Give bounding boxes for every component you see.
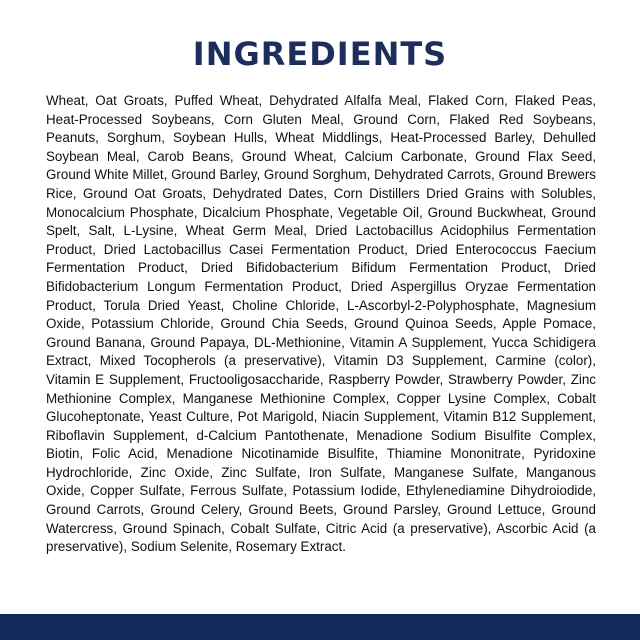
page-title: INGREDIENTS <box>192 35 448 73</box>
ingredients-list: Wheat, Oat Groats, Puffed Wheat, Dehydrated Alfalfa Meal, Flaked Corn, Flaked Peas, Heat-Processed Soybeans, Corn Gluten Meal, Ground Corn, Flaked Red Soybeans, Peanuts, Sorghum, Soybean Hulls, Wheat Middlings, Heat-Processed Barley, Dehulled Soybean Meal, Carob Beans, Ground Wheat, Calcium Carbonate, Ground Flax Seed, Ground White Millet, Ground Barley, Ground Sorghum, Dehydrated Carrots, Ground Brewers Rice, Ground Oat Groats, Dehydrated Dates, Corn Distillers Dried Grains with Solubles, Monocalcium Phosphate, Dicalcium Phosphate, Vegetable Oil, Ground Buckwheat, Ground Spelt, Salt, L-Lysine, Wheat Germ Meal, Dried Lactobacillus Acidophilus Fermentation Product, Dried Lactobacillus Casei Fermentation Product, Dried Enterococcus Faecium Fermentation Product, Dried Bifidobacterium Bifidum Fermentation Product, Dried Bifidobacterium Longum Fermentation Product, Dried Aspergillus Oryzae Fermentation Product, Torula Dried Yeast, Choline Chloride, L-Ascorbyl-2-Polyphosphate, Magnesium Oxide, Potassium Chloride, Ground Chia Seeds, Ground Quinoa Seeds, Apple Pomace, Ground Banana, Ground Papaya, DL-Methionine, Vitamin A Supplement, Yucca Schidigera Extract, Mixed Tocopherols (a preservative), Vitamin D3 Supplement, Carmine (color), Vitamin E Supplement, Fructooligosaccharide, Raspberry Powder, Strawberry Powder, Zinc Methionine Complex, Manganese Methionine Complex, Copper Lysine Complex, Cobalt Glucoheptonate, Yeast Culture, Pot Marigold, Niacin Supplement, Vitamin B12 Supplement, Riboflavin Supplement, d-Calcium Pantothenate, Menadione Sodium Bisulfite Complex, Biotin, Folic Acid, Menadione Nicotinamide Bisulfite, Thiamine Mononitrate, Pyridoxine Hydrochloride, Zinc Oxide, Zinc Sulfate, Iron Sulfate, Manganese Sulfate, Manganous Oxide, Copper Sulfate, Ferrous Sulfate, Potassium Iodide, Ethylenediamine Dihydroiodide, Ground Carrots, Ground Celery, Ground Beets, Ground Parsley, Ground Lettuce, Ground Watercress, Ground Spinach, Cobalt Sulfate, Citric Acid (a preservative), Ascorbic Acid (a preservative), Sodium Selenite, Rosemary Extract. <box>46 93 596 555</box>
footer-band <box>0 614 640 640</box>
